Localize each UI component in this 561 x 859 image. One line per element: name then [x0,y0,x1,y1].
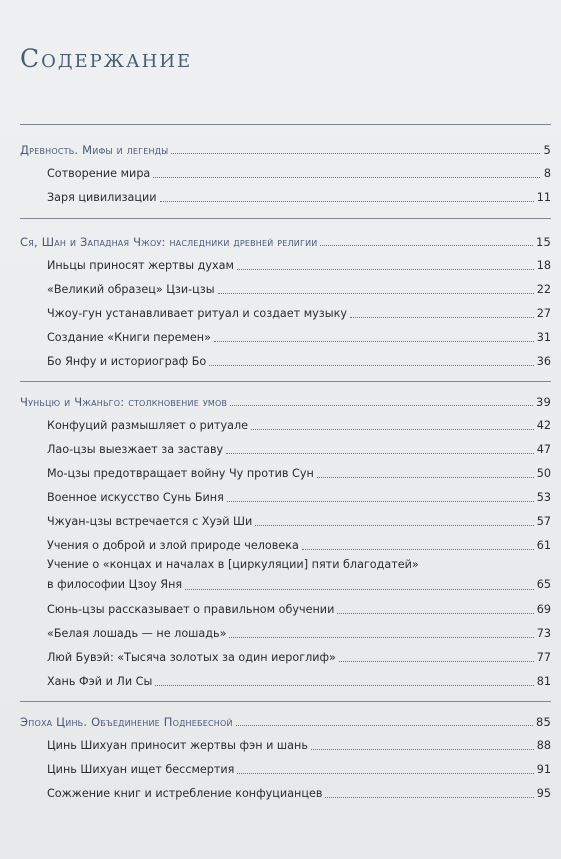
page-number: 53 [536,491,551,504]
entry-title: Цинь Шихуан приносит жертвы фэн и шань [47,739,308,752]
dot-leader [214,340,534,342]
page-number: 69 [536,603,551,616]
toc-entry[interactable] [47,539,551,553]
dot-leader [311,748,534,750]
entry-title: Лао-цзы выезжает за заставу [47,443,224,456]
page-number: 22 [536,283,551,296]
page-number: 15 [535,235,551,249]
page-number: 18 [536,259,551,272]
dot-leader [229,636,533,638]
toc-entry[interactable] [47,167,551,181]
page-number: 39 [535,395,551,409]
entry-title: Создание «Книги перемен» [47,331,211,344]
toc-entry[interactable] [47,491,551,505]
dot-leader [171,152,540,154]
entry-title: Чжуан-цзы встречается с Хуэй Ши [47,515,253,528]
toc-entry[interactable] [47,419,551,433]
dot-leader [302,548,534,550]
dot-leader [337,612,533,614]
dot-leader [153,176,540,178]
toc-entry-multiline[interactable] [47,555,551,595]
dot-leader [237,772,533,774]
toc-chapter[interactable] [20,395,551,409]
dot-leader [339,660,534,662]
page-number: 50 [536,467,551,480]
entry-title: «Белая лошадь — не лошадь» [47,627,227,640]
page-number: 65 [536,578,551,591]
chapter-title: Древность. Мифы и легенды [20,143,169,157]
entry-title-line1: Учение о «концах и началах в [циркуляции] пяти благодатей» [47,558,419,571]
page-number: 11 [536,191,551,204]
entry-title: «Великий образец» Цзи-цзы [47,283,215,296]
dot-leader [320,244,533,246]
toc-entry[interactable] [47,443,551,457]
toc-chapter[interactable] [20,715,551,729]
toc-entry[interactable] [47,467,551,481]
dot-leader [317,476,534,478]
page-number: 42 [536,419,551,432]
page-number: 61 [536,539,551,552]
entry-title: Хань Фэй и Ли Сы [47,675,153,688]
toc-entry[interactable] [47,739,551,753]
toc-entry[interactable] [47,515,551,529]
dot-leader [325,796,533,798]
dot-leader [251,428,534,430]
section-divider [20,381,551,382]
entry-title: Сожжение книг и истребление конфуцианцев [47,787,323,800]
toc-entry[interactable] [47,259,551,273]
page-number: 88 [536,739,551,752]
page-number: 57 [536,515,551,528]
dot-leader [218,292,534,294]
entry-title: Военное искусство Сунь Биня [47,491,224,504]
toc-entry[interactable] [47,787,551,801]
toc-chapter[interactable] [20,143,551,157]
dot-leader [236,724,533,726]
entry-title: Учения о доброй и злой природе человека [47,539,299,552]
entry-title: Цинь Шихуан ищет бессмертия [47,763,235,776]
entry-title-line2: в философии Цзоу Яня [47,578,183,591]
entry-title: Люй Бувэй: «Тысяча золотых за один иероглиф» [47,651,336,664]
dot-leader [227,500,534,502]
page-number: 77 [536,651,551,664]
page-number: 91 [536,763,551,776]
toc-entry[interactable] [47,191,551,205]
entry-title: Сотворение мира [47,167,151,180]
entry-title: Иньцы приносят жертвы духам [47,259,234,272]
entry-title: Мо-цзы предотвращает войну Чу против Сун [47,467,314,480]
entry-title: Бо Янфу и историограф Бо [47,355,207,368]
toc-entry[interactable] [47,627,551,641]
entry-title: Сюнь-цзы рассказывает о правильном обучении [47,603,335,616]
toc-entry[interactable] [47,651,551,665]
toc-entry[interactable] [47,603,551,617]
toc-entry[interactable] [47,763,551,777]
dot-leader [185,588,534,590]
chapter-title: Ся, Шан и Западная Чжоу: наследники древней религии [20,235,318,249]
toc-entry[interactable] [47,355,551,369]
toc-entry[interactable] [47,675,551,689]
section-divider [20,701,551,702]
page-number: 81 [536,675,551,688]
toc-entry[interactable] [47,283,551,297]
chapter-title: Эпоха Цинь. Объединение Поднебесной [20,715,233,729]
page-title: Содержание [20,44,193,73]
toc-entry[interactable] [47,307,551,321]
dot-leader [237,268,534,270]
page-number: 85 [535,715,551,729]
dot-leader [155,684,533,686]
page-number: 47 [536,443,551,456]
dot-leader [350,316,534,318]
dot-leader [209,364,534,366]
entry-title: Чжоу-гун устанавливает ритуал и создает музыку [47,307,347,320]
page-number: 27 [536,307,551,320]
dot-leader [226,452,534,454]
toc-chapter[interactable] [20,235,551,249]
page-number: 31 [536,331,551,344]
dot-leader [160,200,534,202]
page-number: 73 [536,627,551,640]
dot-leader [255,524,533,526]
page-number: 5 [543,143,551,157]
page-number: 95 [536,787,551,800]
entry-title: Конфуций размышляет о ритуале [47,419,249,432]
section-divider [20,218,551,219]
chapter-title: Чуньцю и Чжаньго: столкновение умов [20,395,228,409]
page-number: 36 [536,355,551,368]
dot-leader [230,404,533,406]
entry-title: Заря цивилизации [47,191,157,204]
toc-entry[interactable] [47,331,551,345]
page-number: 8 [543,167,551,180]
